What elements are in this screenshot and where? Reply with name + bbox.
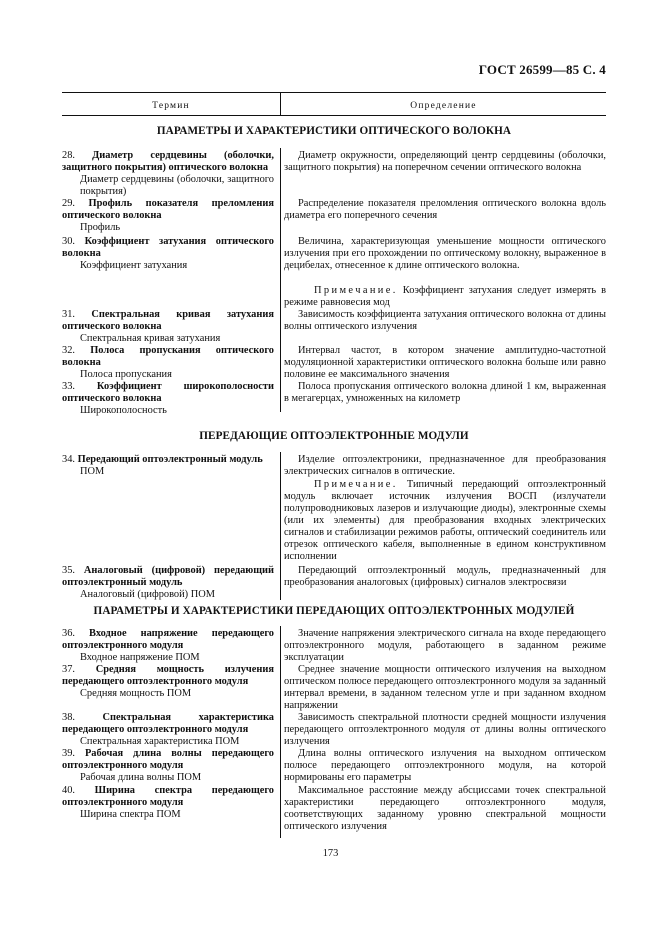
term-number: 33. xyxy=(62,381,75,392)
note-text: Типичный передающий оптоэлектронный модуль включает источник излучения ВОСП (излучатели полупроводниковых лазеров и излучающие диоды), электронные схемы (или их элементы) для преобразования входных электрических сигналов и стабилизации режимов работы, оптический соединитель или отрезок оптического кабеля, выполненные в едином конструктивном исполнении xyxy=(284,479,606,562)
definition-37: Среднее значение мощности оптического излучения на выходном оптическом полюсе передающего оптоэлектронного модуля за заданный интервал времени, в заданном телесном угле и при заданном входном напряжении xyxy=(284,664,606,711)
term-number: 37. xyxy=(62,664,75,675)
term-name: Спектральная кривая затухания оптического волокна xyxy=(62,309,274,332)
table-top-rule xyxy=(62,92,606,93)
note-label: Примечание. xyxy=(314,285,398,296)
term-name: Передающий оптоэлектронный модуль xyxy=(77,454,263,465)
term-entry-30 xyxy=(62,236,274,272)
term-name: Полоса пропускания оптического волокна xyxy=(62,345,274,368)
section-title: ПЕРЕДАЮЩИЕ ОПТОЭЛЕКТРОННЫЕ МОДУЛИ xyxy=(199,430,469,442)
term-number: 36. xyxy=(62,628,75,639)
definition-35: Передающий оптоэлектронный модуль, предназначенный для преобразования аналоговых (цифровых) сигналов электросвязи xyxy=(284,565,606,588)
note-label: Примечание. xyxy=(314,479,398,490)
definition-40: Максимальное расстояние между абсциссами точек спектральной характеристики передающего оптоэлектронного модуля, соответствующих заданному уровню спектральной мощности оптического излучения xyxy=(284,785,606,832)
column-header-definition: Определение xyxy=(410,101,477,111)
term-synonym: Полоса пропускания xyxy=(80,369,172,380)
definition-36: Значение напряжения электрического сигнала на входе передающего оптоэлектронного модуля, работающего в заданном режиме эксплуатации xyxy=(284,628,606,663)
term-synonym: Рабочая длина волны ПОМ xyxy=(80,772,202,783)
term-synonym: ПОМ xyxy=(80,466,105,477)
term-entry-33 xyxy=(62,381,274,417)
definition-30: Величина, характеризующая уменьшение мощности оптического излучения при его прохождении по оптическому волокну, выраженное в децибелах, отнесенное к длине оптического волокна. xyxy=(284,236,606,271)
term-entry-31 xyxy=(62,309,274,345)
term-synonym: Ширина спектра ПОМ xyxy=(80,809,181,820)
term-number: 38. xyxy=(62,712,75,723)
term-name: Средняя мощность излучения передающего оптоэлектронного модуля xyxy=(62,664,274,687)
header-column-divider xyxy=(280,92,281,115)
term-synonym: Диаметр сердцевины (оболочки, защитного покрытия) xyxy=(80,174,274,197)
term-synonym: Средняя мощность ПОМ xyxy=(80,688,192,699)
definition-28: Диаметр окружности, определяющий центр сердцевины (оболочки, защитного покрытия) на поперечном сечении оптического волокна xyxy=(284,150,606,173)
term-synonym: Коэффициент затухания xyxy=(80,260,188,271)
term-entry-36 xyxy=(62,628,274,664)
column-divider xyxy=(280,452,281,600)
section-title: ПАРАМЕТРЫ И ХАРАКТЕРИСТИКИ ПЕРЕДАЮЩИХ ОПТОЭЛЕКТРОННЫХ МОДУЛЕЙ xyxy=(93,605,575,617)
column-divider xyxy=(280,148,281,412)
term-entry-39 xyxy=(62,748,274,784)
term-number: 29. xyxy=(62,198,75,209)
definition-38: Зависимость спектральной плотности средней мощности излучения передающего оптоэлектронного модуля от длины волны оптического излучения xyxy=(284,712,606,747)
term-name: Ширина спектра передающего оптоэлектронного модуля xyxy=(62,785,274,808)
term-number: 40. xyxy=(62,785,75,796)
term-name: Профиль показателя преломления оптического волокна xyxy=(62,198,274,221)
note-34 xyxy=(284,479,606,563)
term-number: 39. xyxy=(62,748,75,759)
term-entry-28 xyxy=(62,150,274,198)
term-entry-37 xyxy=(62,664,274,700)
page-header: ГОСТ 26599—85 С. 4 xyxy=(478,62,606,77)
table-header-rule xyxy=(62,115,606,116)
column-divider xyxy=(280,626,281,838)
section-title: ПАРАМЕТРЫ И ХАРАКТЕРИСТИКИ ОПТИЧЕСКОГО ВОЛОКНА xyxy=(156,125,512,137)
term-name: Коэффициент широкополосности оптического волокна xyxy=(62,381,274,404)
term-number: 31. xyxy=(62,309,75,320)
term-synonym: Профиль xyxy=(80,222,121,233)
term-number: 34. xyxy=(62,454,75,465)
term-entry-29 xyxy=(62,198,274,234)
term-number: 35. xyxy=(62,565,75,576)
term-name: Входное напряжение передающего оптоэлектронного модуля xyxy=(62,628,274,651)
term-name: Коэффициент затухания оптического волокна xyxy=(62,236,274,259)
term-entry-35 xyxy=(62,565,274,601)
note-text: Коэффициент затухания следует измерять в режиме равновесия мод xyxy=(284,285,606,308)
note-30 xyxy=(284,285,606,309)
term-number: 28. xyxy=(62,150,75,161)
term-name: Диаметр сердцевины (оболочки, защитного покрытия) оптического волокна xyxy=(62,150,274,173)
definition-32: Интервал частот, в котором значение амплитудно-частотной модуляционной характеристики оптического волокна больше или равно половине ее максимального значения xyxy=(284,345,606,380)
column-header-term: Термин xyxy=(152,101,190,111)
definition-33: Полоса пропускания оптического волокна длиной 1 км, выраженная в мегагерцах, умноженных на километр xyxy=(284,381,606,404)
term-name: Спектральная характеристика передающего оптоэлектронного модуля xyxy=(62,712,274,735)
term-number: 30. xyxy=(62,236,75,247)
term-number: 32. xyxy=(62,345,75,356)
term-synonym: Аналоговый (цифровой) ПОМ xyxy=(80,589,215,600)
term-entry-32 xyxy=(62,345,274,381)
page-number: 173 xyxy=(322,848,339,859)
definition-31: Зависимость коэффициента затухания оптического волокна от длины волны оптического излучения xyxy=(284,309,606,332)
term-synonym: Широкополосность xyxy=(80,405,167,416)
definition-39: Длина волны оптического излучения на выходном оптическом полюсе передающего оптоэлектронного модуля, на которой нормированы его параметры xyxy=(284,748,606,783)
term-entry-34 xyxy=(62,454,274,478)
term-synonym: Входное напряжение ПОМ xyxy=(80,652,200,663)
term-synonym: Спектральная характеристика ПОМ xyxy=(80,736,240,747)
definition-34: Изделие оптоэлектроники, предназначенное для преобразования электрических сигналов в оптические. xyxy=(284,454,606,477)
term-name: Аналоговый (цифровой) передающий оптоэлектронный модуль xyxy=(62,565,274,588)
term-name: Рабочая длина волны передающего оптоэлектронного модуля xyxy=(62,748,274,771)
definition-29: Распределение показателя преломления оптического волокна вдоль диаметра его поперечного сечения xyxy=(284,198,606,221)
term-synonym: Спектральная кривая затухания xyxy=(80,333,221,344)
term-entry-38 xyxy=(62,712,274,748)
term-entry-40 xyxy=(62,785,274,821)
